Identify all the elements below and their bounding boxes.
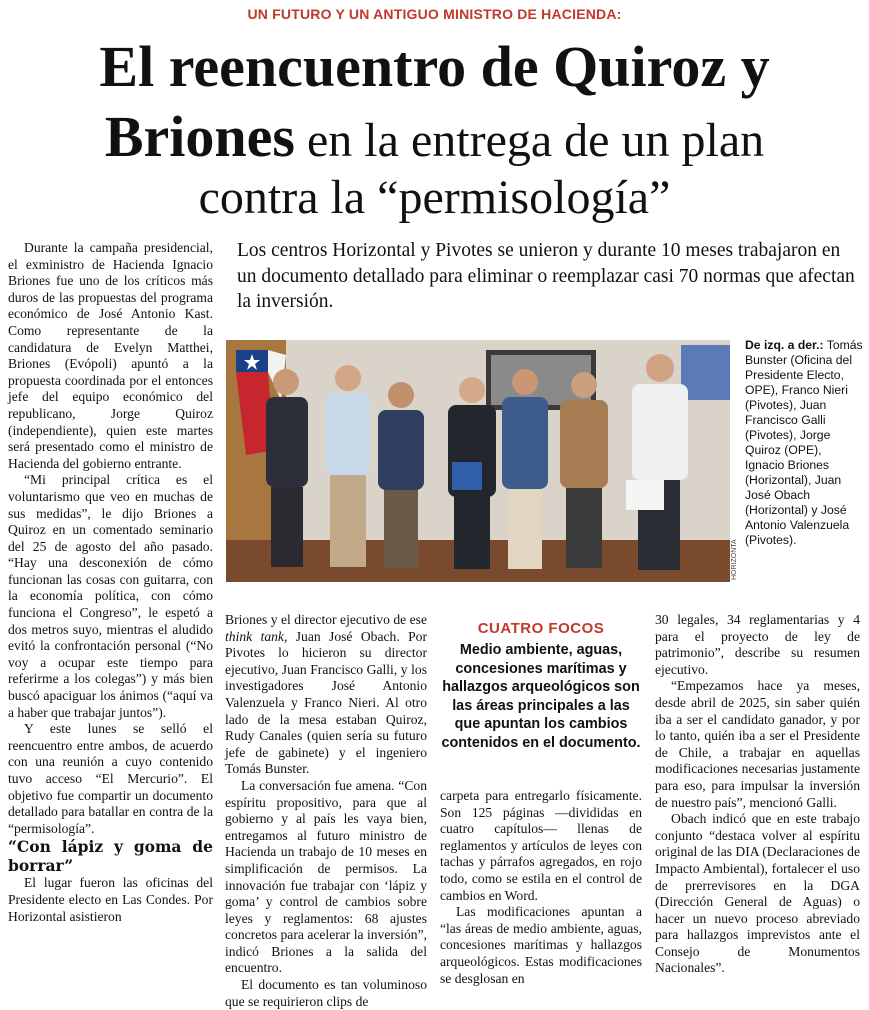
photo-credit: HORIZONTA <box>731 539 738 580</box>
col4-paragraph-2: “Empezamos hace ya meses, desde abril de 2025, sin saber quién iba a ser el candidato ganador, y por lo tanto, quién iba a ser el Presidente de Chile, a trabajar en aquellas modificaciones necesarias justamente para eso, para impulsar la inversión de nuestro país”, mencionó Galli. <box>655 678 860 810</box>
wall-frame-right <box>681 345 730 400</box>
col1-paragraph-4: El lugar fueron las oficinas del Presidente electo en Las Condes. Por Horizontal asistieron <box>8 875 213 924</box>
col2-paragraph-2: La conversación fue amena. “Con espíritu propositivo, para que al gobierno y al país les vaya bien, entregamos al futuro ministro de Hacienda un trabajo de 10 meses en simplificación de permisos. La innovación fue trabajar con ‘lápiz y goma’ y control de cambios sobre leyes y reglamentos: 68 ajustes concretos para acelerar la inversión”, indicó Briones a la salida del encuentro. <box>225 777 427 976</box>
article-column-2 <box>225 612 427 1010</box>
col2-p1-italic: think tank <box>225 628 284 644</box>
focos-text: Medio ambiente, aguas, concesiones marítimas y hallazgos arqueológicos son las áreas principales a las que apuntan los cambios contenidos en el documento. <box>441 642 641 751</box>
cuatro-focos-box <box>440 620 642 753</box>
col2-paragraph-3: El documento es tan voluminoso que se requirieron clips de <box>225 977 427 1009</box>
col4-paragraph-3: Obach indicó que en este trabajo conjunto “destaca volver al espíritu original de las DIA (Declaraciones de Impacto Ambiental), fortalecer el uso de prerrevisores en la DGA (Dirección General de Aguas) o hacer un nuevo proceso abreviado para hallazgos imprevistos ante el Consejo de Monumentos Nacionales”. <box>655 811 860 976</box>
col1-paragraph-3: Y este lunes se selló el reencuentro entre ambos, de acuerdo con una reunión a cuyo contenido tuvo acceso “El Mercurio”. El objetivo fue compartir un documento detallado para batallar en contra de la “permisología”. <box>8 721 213 836</box>
person-7 <box>632 354 688 570</box>
col1-paragraph-1: Durante la campaña presidencial, el exministro de Hacienda Ignacio Briones fue uno de los críticos más duros de las propuestas del programa económico de José Antonio Kast. Como representante de la candidatura de Evelyn Matthei, Briones (Evópoli) apuntó a la propuesta coordinada por el entonces jefe del equipo económico del republicano, Jorge Quiroz (independiente), quien este martes será presentado como el ministro de Hacienda del gobierno entrante. <box>8 240 213 471</box>
col3-paragraph-2: Las modificaciones apuntan a “las áreas de medio ambiente, aguas, concesiones marítimas y hallazgos arqueológicos. Estas modificaciones se desglosan en <box>440 904 642 986</box>
article-column-3 <box>440 788 642 987</box>
col2-paragraph-1 <box>225 612 427 778</box>
person-2 <box>326 365 370 567</box>
col2-p1-end: , Juan José Obach. Por Pivotes lo hicieron su director ejecutivo, Juan Francisco Galli, y los investigadores José Antonio Valenzuela y Franco Nieri. Al otro lado de la mesa estaban Quiroz, Rudy Canales (quien sería su futuro jefe de gabinete) y el ingeniero Tomás Bunster. <box>225 628 427 777</box>
article-column-4 <box>655 612 860 977</box>
col1-paragraph-2: “Mi principal crítica es el voluntarismo que veo en muchas de sus medidas”, le dijo Briones a Quiroz en un comentado seminario del 25 de agosto del año pasado. “Hay una desconexión de cómo funcionan las cosas con guitarra, con la economía política, con cómo funciona el Congreso”, le espetó a dos metros suyo, mientras el aludido evitó la confrontación personal (“No voy a ocupar este tiempo para referirme a los colegas”) y más bien buscó apaciguar los ánimos (“aquí va a haber que trabajar juntos”). <box>8 472 213 720</box>
col3-paragraph-1: carpeta para entregarlo físicamente. Son 125 páginas —divididas en cuatro capítulos— llenas de reglamentos y artículos de leyes con tachas y párrafos agregados, en rojo todo, como se estila en el control de cambios en Word. <box>440 788 642 903</box>
caption-text: Tomás Bunster (Oficina del Presidente Electo, OPE), Franco Nieri (Pivotes), Juan Francisco Galli (Pivotes), Jorge Quiroz (OPE), Ignacio Briones (Horizontal), Juan José Obach (Horizontal) y José Antonio Valenzuela (Pivotes). <box>745 338 863 547</box>
headline-line2-rest: en la entrega de un plan <box>295 114 765 167</box>
person-6 <box>560 372 608 568</box>
plan-document <box>452 462 482 490</box>
col2-p1-start: Briones y el director ejecutivo de ese <box>225 612 427 627</box>
caption-lead: De izq. a der.: <box>745 338 824 352</box>
subhead: “Con lápiz y goma de borrar” <box>8 837 213 876</box>
paper-folder <box>626 480 664 510</box>
headline-line2 <box>0 104 869 174</box>
headline-bold-name: Briones <box>104 104 295 169</box>
col4-paragraph-1: 30 legales, 34 reglamentarias y 4 para el proyecto de ley de patrimonio”, describe su resumen ejecutivo. <box>655 612 860 677</box>
kicker: UN FUTURO Y UN ANTIGUO MINISTRO DE HACIENDA: <box>247 6 622 22</box>
person-5 <box>502 369 548 569</box>
headline-line1: El reencuentro de Quiroz y <box>99 34 770 99</box>
person-1 <box>266 369 308 567</box>
news-photo <box>226 340 730 582</box>
focos-title: CUATRO FOCOS <box>477 620 605 637</box>
deck: Los centros Horizontal y Pivotes se unieron y durante 10 meses trabajaron en un documento detallado para eliminar o reemplazar casi 70 normas que afectan la inversión. <box>237 240 855 312</box>
article-column-1 <box>8 240 213 925</box>
headline-line3: contra la “permisología” <box>198 171 671 224</box>
photo-illustration <box>226 340 730 582</box>
photo-caption <box>745 338 863 548</box>
